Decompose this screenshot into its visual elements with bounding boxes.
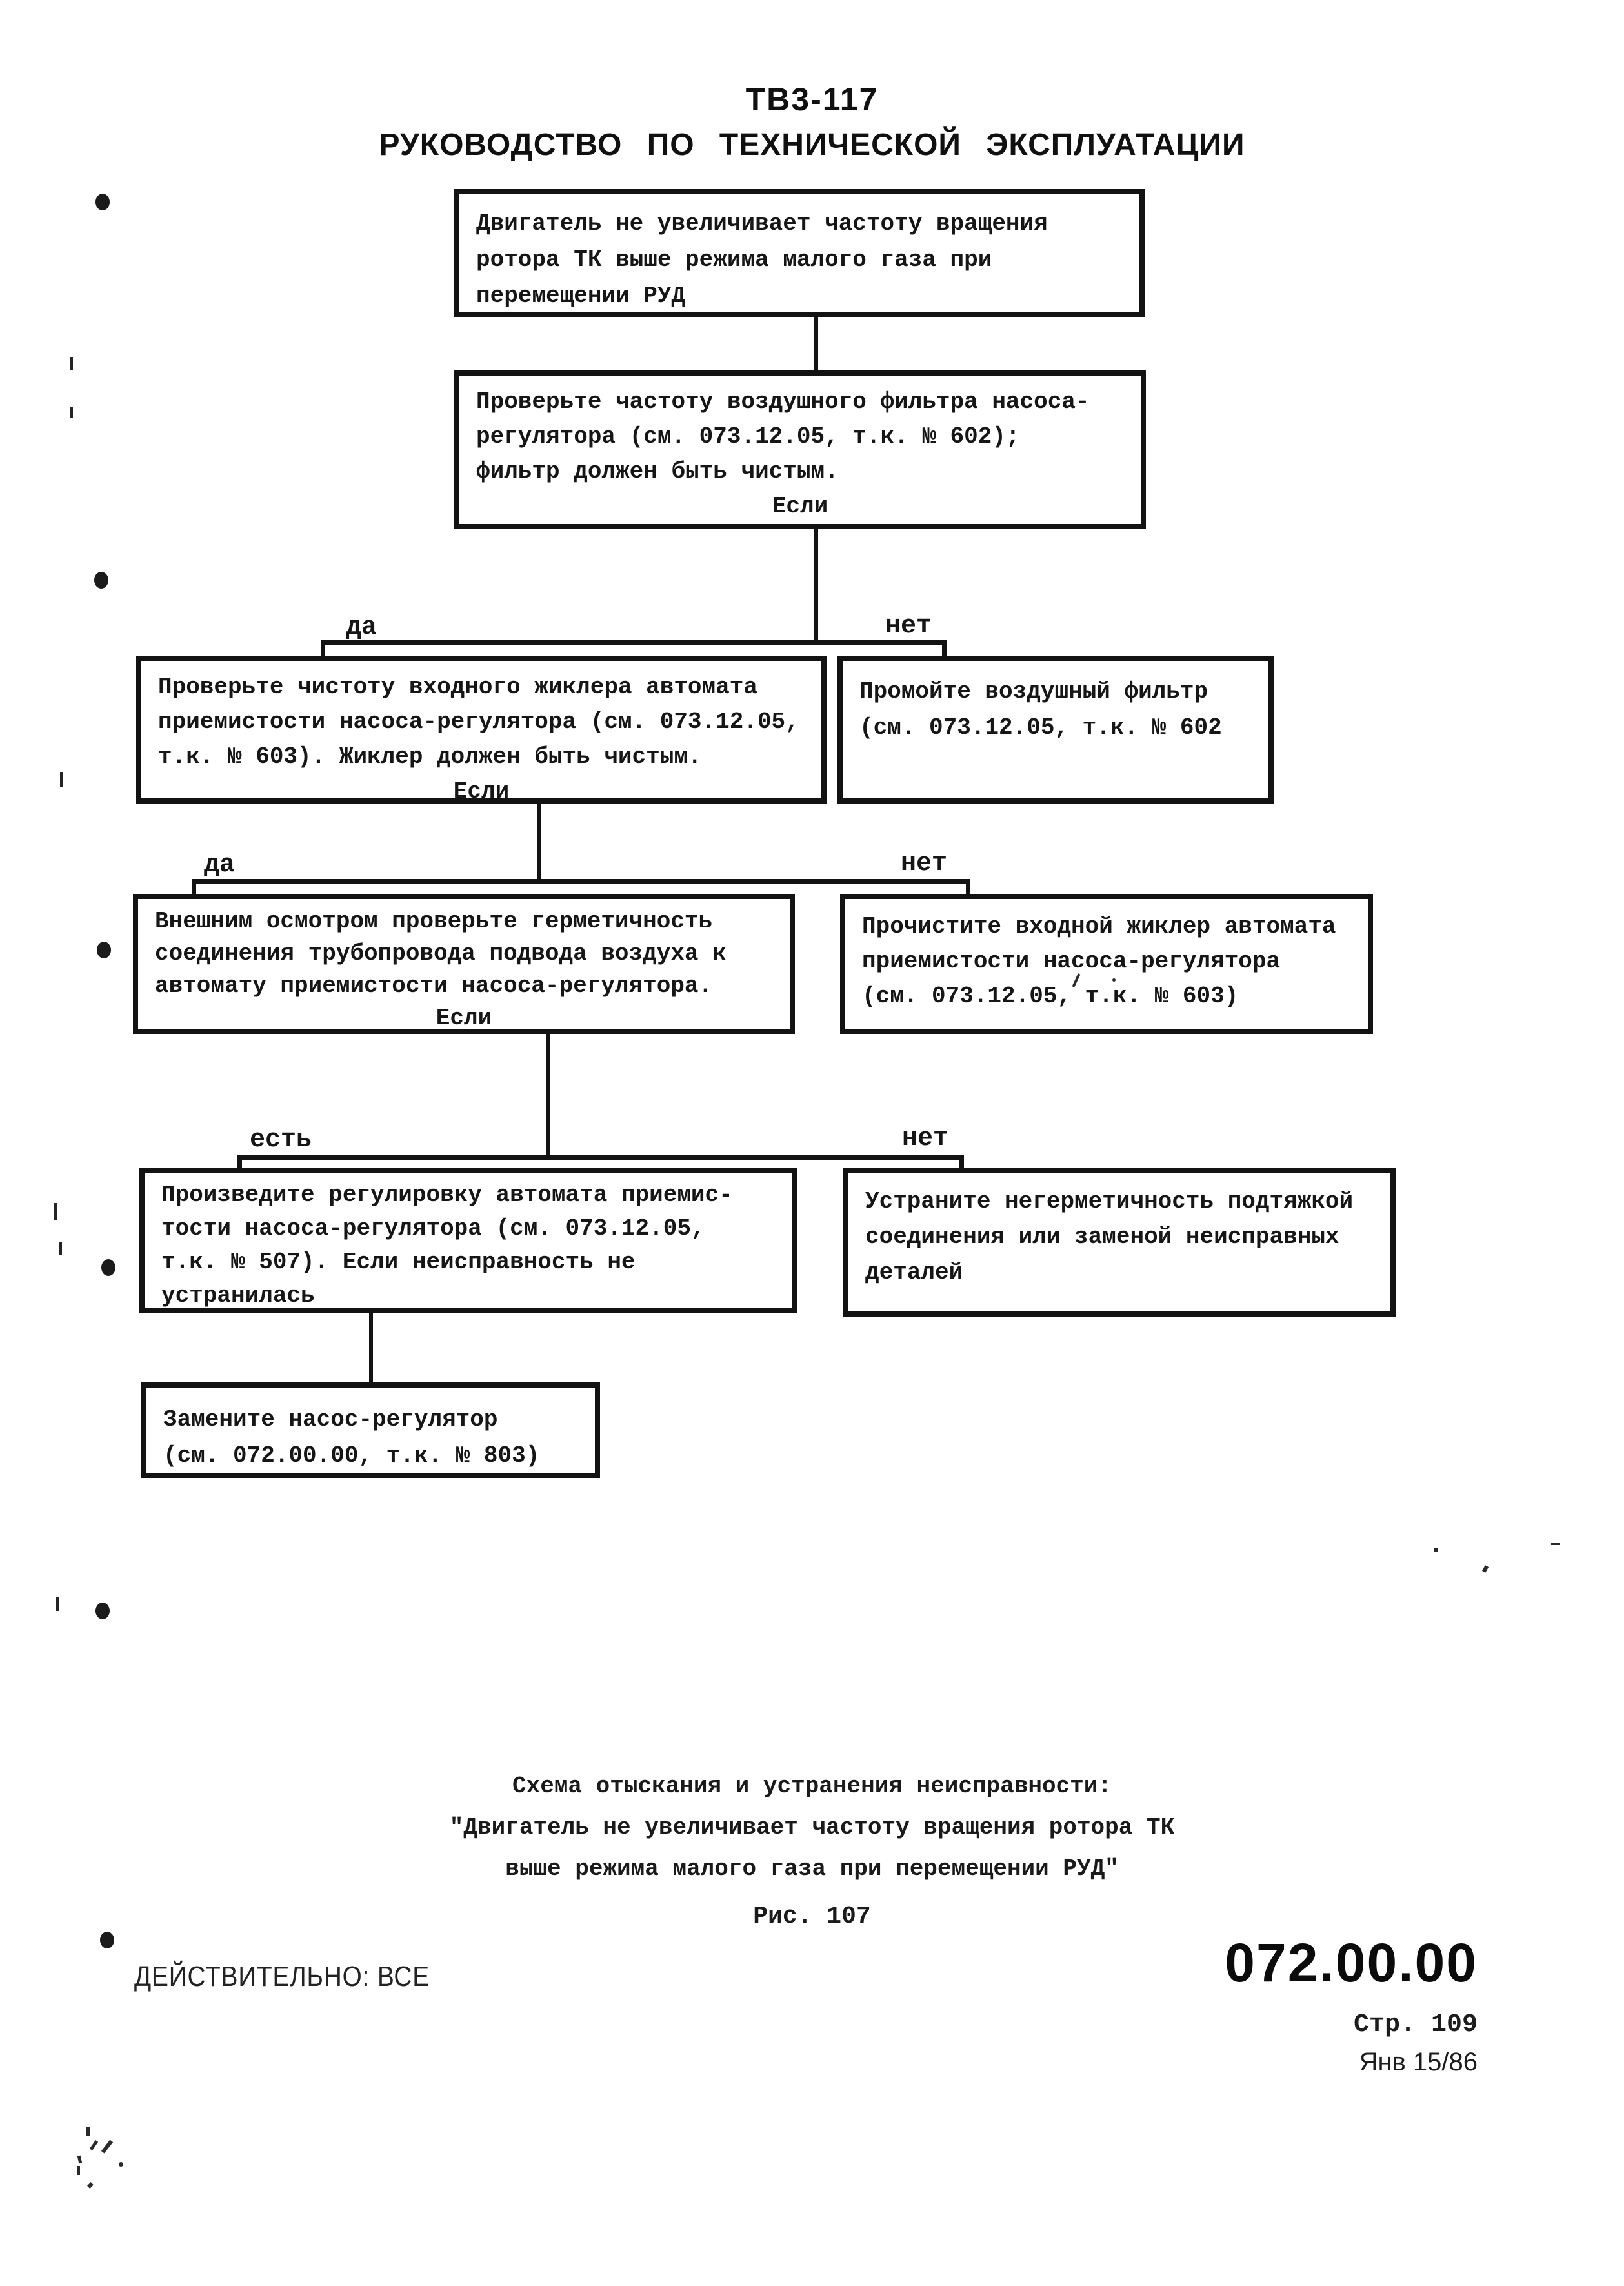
scan-artifact: [97, 942, 111, 958]
flowchart-node-clean-jet: [840, 894, 1373, 1034]
node-condition-label: Если: [436, 1005, 492, 1031]
node-text-line: (см. 073.12.05, т.к. № 602: [859, 714, 1222, 741]
revision-date: Янв 15/86: [1359, 2048, 1478, 2076]
flowchart-node-adjust-accel: [139, 1168, 797, 1313]
scan-artifact: [1482, 1565, 1489, 1573]
node-text-line: перемещении РУД: [476, 283, 686, 309]
flowchart-node-inspect-tightness: [133, 894, 795, 1034]
scan-artifact: [59, 1242, 62, 1255]
scan-artifact: [54, 1203, 57, 1220]
branch-label-no: нет: [885, 612, 932, 641]
scan-artifact: [101, 1259, 115, 1276]
node-text-line: Промойте воздушный фильтр: [859, 678, 1208, 705]
scan-artifact: [70, 407, 73, 418]
scan-artifact: [94, 572, 108, 589]
node-text-line: ротора ТК выше режима малого газа при: [476, 247, 992, 273]
node-text-line: Прочистите входной жиклер автомата: [862, 913, 1336, 940]
node-text-line: т.к. № 507). Если неисправность не: [161, 1249, 636, 1275]
connector-line: [546, 1033, 550, 1158]
flowchart-node-wash-filter: [837, 656, 1274, 804]
connector-line: [814, 528, 818, 643]
scan-artifact: [87, 2182, 94, 2189]
scan-artifact: [100, 1932, 114, 1948]
node-text-line: приемистости насоса-регулятора (см. 073.12.05,: [158, 709, 799, 735]
branch-label-yes: да: [346, 613, 377, 642]
node-text-line: Проверьте чистоту входного жиклера автомата: [158, 674, 757, 700]
scan-artifact: [1112, 978, 1116, 982]
scan-artifact: [77, 2156, 82, 2164]
node-text-line: (см. 073.12.05, т.к. № 603): [862, 983, 1239, 1009]
scan-artifact: [90, 2140, 98, 2150]
node-text-line: Двигатель не увеличивает частоту вращения: [476, 210, 1048, 237]
scan-artifact: [70, 357, 73, 370]
node-text-line: регулятора (см. 073.12.05, т.к. № 602);: [476, 423, 1020, 450]
connector-line: [237, 1155, 964, 1160]
branch-label-yes: да: [204, 851, 236, 880]
scan-artifact: [86, 2127, 90, 2136]
node-text-line: Проверьте частоту воздушного фильтра насоса-: [476, 389, 1090, 415]
flowchart-node-replace-pump: [141, 1382, 600, 1478]
caption-line: Схема отыскания и устранения неисправности:: [512, 1773, 1112, 1799]
connector-line: [537, 802, 541, 882]
connector-line: [942, 640, 947, 657]
validity-label: ДЕЙСТВИТЕЛЬНО: ВСЕ: [134, 1961, 430, 1992]
node-text-line: деталей: [865, 1259, 963, 1286]
page-number: Стр. 109: [1353, 2010, 1478, 2039]
scan-artifact: [119, 2162, 123, 2167]
flowchart-node-problem: [454, 189, 1145, 317]
node-text-line: фильтр должен быть чистым.: [476, 458, 839, 485]
node-text-line: приемистости насоса-регулятора: [862, 948, 1281, 975]
node-text-line: Внешним осмотром проверьте герметичность: [155, 908, 713, 935]
scan-artifact: [95, 194, 110, 210]
connector-line: [321, 640, 947, 645]
scan-artifact: [56, 1597, 59, 1611]
node-text-line: соединения или заменой неисправных: [865, 1224, 1339, 1250]
branch-label-no: нет: [902, 1124, 949, 1153]
node-text-line: т.к. № 603). Жиклер должен быть чистым.: [158, 743, 702, 770]
flowchart-node-fix-leak: [843, 1168, 1396, 1317]
figure-caption: [0, 1766, 1624, 1890]
node-text-line: (см. 072.00.00, т.к. № 803): [163, 1442, 540, 1469]
node-text-line: Замените насос-регулятор: [163, 1406, 498, 1433]
node-text-line: Произведите регулировку автомата приемис-: [161, 1182, 733, 1208]
flowchart-node-check-jet: [136, 656, 827, 804]
node-text-line: Устраните негерметичность подтяжкой: [865, 1188, 1354, 1215]
document-code: ТВ3-117: [745, 81, 879, 117]
scan-artifact: [101, 2139, 113, 2153]
connector-line: [814, 316, 818, 373]
node-condition-label: Если: [772, 493, 828, 520]
caption-line: "Двигатель не увеличивает частоту вращения ротора ТК: [449, 1814, 1175, 1841]
scan-artifact: [77, 2166, 80, 2175]
node-text-line: устранилась: [161, 1282, 315, 1309]
connector-line: [321, 640, 325, 657]
node-text-line: соединения трубопровода подвода воздуха к: [155, 940, 727, 967]
branch-label-yes: есть: [250, 1126, 312, 1155]
caption-line: выше режима малого газа при перемещении РУД": [505, 1856, 1119, 1882]
node-condition-label: Если: [453, 778, 510, 805]
scan-artifact: [1434, 1548, 1438, 1552]
document-title: РУКОВОДСТВО ПО ТЕХНИЧЕСКОЙ ЭКСПЛУАТАЦИИ: [379, 128, 1245, 162]
scan-artifact: [1551, 1543, 1560, 1545]
node-text-line: тости насоса-регулятора (см. 073.12.05,: [161, 1215, 705, 1242]
flowchart-node-check-filter: [454, 370, 1146, 529]
connector-line: [369, 1311, 373, 1384]
branch-label-no: нет: [901, 849, 948, 878]
scan-artifact: [95, 1603, 110, 1619]
connector-line: [192, 879, 970, 884]
scan-artifact: [60, 772, 63, 787]
node-text-line: автомату приемистости насоса-регулятора.: [155, 973, 713, 999]
figure-number: Рис. 107: [753, 1903, 871, 1930]
chapter-code: 072.00.00: [1225, 1932, 1478, 1993]
